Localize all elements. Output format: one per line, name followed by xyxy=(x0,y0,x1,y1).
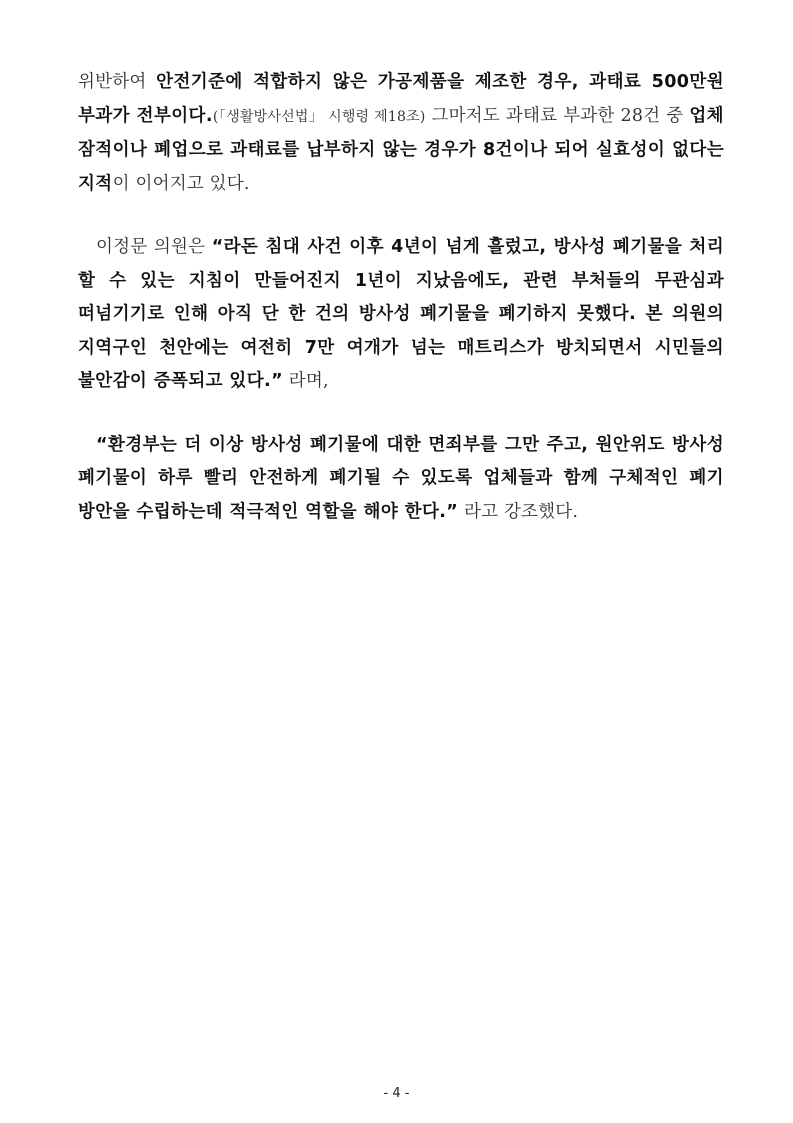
page-number: - 4 - xyxy=(383,1086,410,1101)
paragraph-3 xyxy=(78,429,724,530)
paragraph-2-text: 라며, xyxy=(282,371,329,391)
paragraph-2-quote: “라돈 침대 사건 이후 4년이 넘게 흘렀고, 방사성 폐기물을 처리 할 수 있는 지침이 만들어진지 1년이 지났음에도, 관련 부처들의 무관심과 떠넘기기로 인해 아직 단 한 건의 방사성 폐기물을 폐기하지 못했다. 본 의원의 지역구인 천안에는 여전히 7만 여개가 넘는 매트리스가 방치되면서 시민들의 불안감이 증폭되고 있다.” xyxy=(78,237,725,391)
document-body xyxy=(78,66,724,559)
paragraph-1-citation: (「생활방사선법」 시행령 제18조) xyxy=(212,108,426,125)
paragraph-2-text: 이정문 의원은 xyxy=(96,237,212,257)
paragraph-2 xyxy=(78,231,724,399)
paragraph-3-text: 라고 강조했다. xyxy=(458,501,579,522)
paragraph-1-bold: 안전기준에 적합하지 않은 가공제품을 제조한 경우, 과태료 500만원 부과가 전부이다. xyxy=(78,72,724,126)
paragraph-1-text: 그마저도 과태료 부과한 28건 중 xyxy=(425,105,690,126)
paragraph-1-text: 위반하여 xyxy=(78,72,157,92)
paragraph-1-text: 이 이어지고 있다. xyxy=(112,173,250,194)
paragraph-3-quote: “환경부는 더 이상 방사성 폐기물에 대한 면죄부를 그만 주고, 원안위도 방사성 폐기물이 하루 빨리 안전하게 폐기될 수 있도록 업체들과 함께 구체적인 폐기 방안을 수립하는데 적극적인 역할을 해야 한다.” xyxy=(78,434,724,522)
paragraph-1-bold: 업체 잠적이나 폐업으로 과태료를 납부하지 않는 경우가 8건이나 되어 실효성이 없다는 지적 xyxy=(78,105,724,194)
paragraph-1 xyxy=(78,66,724,201)
